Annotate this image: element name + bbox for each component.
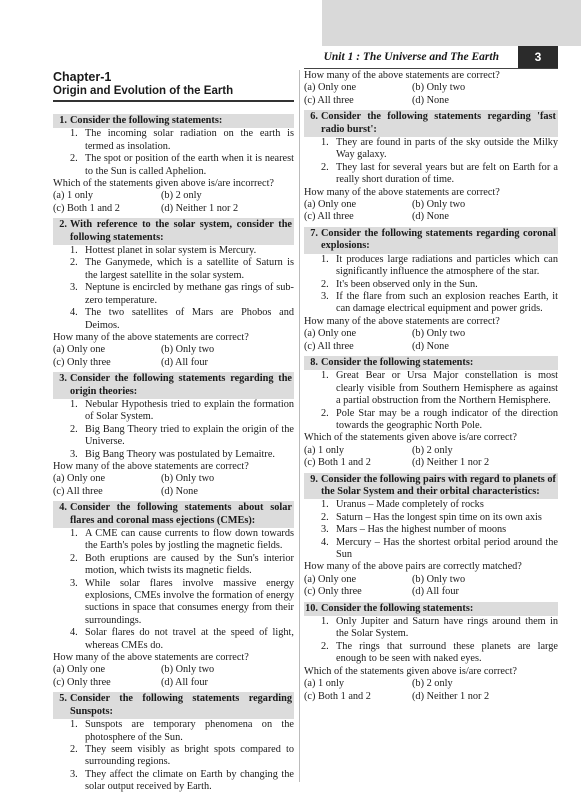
question-number: 8. <box>310 356 318 368</box>
statement-text: They seem visibly as bright spots compared to surrounding regions. <box>85 743 294 768</box>
statement-number: 1. <box>70 128 78 140</box>
option: (a) 1 only <box>53 190 94 202</box>
statement-number: 3. <box>70 577 78 589</box>
statement-text: Pole Star may be a rough indicator of the direction towards the geographic North Pole. <box>336 407 558 431</box>
option: (a) 1 only <box>304 678 345 690</box>
statement-item <box>321 370 558 407</box>
statement-text: Only Jupiter and Saturn have rings around them in the Solar System. <box>336 616 558 640</box>
question-text: Consider the following statements regarding 'fast radio burst': <box>321 111 556 135</box>
question-number: 10. <box>305 602 318 614</box>
option: (d) None <box>412 94 449 106</box>
statement-item <box>70 553 294 578</box>
statement-number: 1. <box>321 137 329 149</box>
question-number: 6. <box>310 111 318 123</box>
option: (b) 2 only <box>161 190 202 202</box>
statement-number: 3. <box>70 768 78 780</box>
statement-item <box>321 279 558 291</box>
statement-number: 2. <box>70 153 78 165</box>
question-prompt: Which of the statements given above is/are incorrect? <box>53 178 275 190</box>
statement-text: Solar flares do not travel at the speed of light, whereas CMEs do. <box>85 627 294 651</box>
option: (b) Only two <box>412 82 466 94</box>
statement-item <box>321 162 558 187</box>
statement-text: The spot or position of the earth when it is nearest to the Sun is called Aphelion. <box>85 153 294 177</box>
option: (c) Both 1 and 2 <box>53 202 120 214</box>
option: (a) Only one <box>53 344 106 356</box>
question-heading <box>53 218 294 245</box>
question-block <box>304 227 558 353</box>
option: (d) Neither 1 nor 2 <box>412 690 490 702</box>
right-column <box>304 70 558 706</box>
question-block <box>304 356 558 470</box>
question-heading <box>304 473 558 500</box>
column-divider <box>299 70 300 782</box>
question-heading <box>304 602 558 616</box>
question-text: Consider the following statements regarding the origin theories: <box>70 373 292 397</box>
option: (b) Only two <box>412 199 466 211</box>
question-number: 1. <box>59 115 67 126</box>
statement-number: 1. <box>321 616 329 628</box>
statement-text: Sunspots are temporary phenomena on the photosphere of the Sun. <box>85 719 294 743</box>
option: (d) All four <box>161 356 208 368</box>
question-heading <box>304 356 558 370</box>
statement-item <box>70 449 294 461</box>
question-block <box>53 372 294 498</box>
statement-item <box>321 291 558 316</box>
answer-options <box>53 190 294 215</box>
statement-text: They last for several years but are felt on Earth for a really short duration of time. <box>336 161 558 186</box>
statement-number: 2. <box>70 743 78 755</box>
statement-number: 2. <box>321 161 329 173</box>
statement-item <box>321 408 558 433</box>
statement-number: 2. <box>70 257 78 269</box>
continued-question <box>304 70 558 107</box>
statement-text: Neptune is encircled by methane gas rings of sub-zero temperature. <box>85 282 294 306</box>
running-header-title: Unit 1 : The Universe and The Earth <box>323 51 499 63</box>
chapter-label: Chapter-1 <box>53 70 112 84</box>
question-prompt: How many of the above statements are correct? <box>53 460 249 472</box>
statement-item <box>70 282 294 307</box>
option: (c) Only three <box>53 356 111 368</box>
question-prompt: How many of the above statements are correct? <box>53 331 249 343</box>
option: (b) Only two <box>161 473 215 485</box>
statement-item <box>321 537 558 562</box>
chapter-title: Origin and Evolution of the Earth <box>53 85 234 97</box>
question-heading <box>53 692 294 719</box>
answer-options <box>304 199 558 224</box>
statement-text: Big Bang Theory was postulated by Lemaitre. <box>85 448 275 460</box>
answer-options <box>53 344 294 369</box>
statement-item <box>70 153 294 178</box>
question-heading <box>304 110 558 137</box>
header-grey-block <box>322 0 581 46</box>
option: (d) All four <box>412 586 459 598</box>
question-text: Consider the following statements regarding coronal explosions: <box>321 227 556 252</box>
option: (c) All three <box>304 340 354 352</box>
question-block <box>304 473 558 599</box>
statement-item <box>70 399 294 424</box>
statement-item <box>70 769 294 794</box>
option: (d) None <box>161 485 198 497</box>
answer-options <box>304 82 558 107</box>
option: (b) Only two <box>412 573 466 585</box>
statement-item <box>70 128 294 153</box>
statement-number: 1. <box>321 499 329 511</box>
statement-text: Hottest planet in solar system is Mercury. <box>85 245 257 257</box>
statement-text: A CME can cause currents to flow down towards the Earth's poles by jostling the magnetic fields. <box>85 528 294 552</box>
statement-item <box>321 616 558 641</box>
chapter-rule <box>53 100 294 102</box>
question-prompt: How many of the above statements are correct? <box>304 186 500 198</box>
question-heading <box>53 114 294 128</box>
option: (a) 1 only <box>304 444 345 456</box>
header-rule <box>304 68 558 69</box>
statement-number: 4. <box>70 627 78 639</box>
option: (a) Only one <box>53 664 106 676</box>
option: (c) All three <box>53 485 103 497</box>
statement-item <box>70 245 294 257</box>
question-block <box>304 110 558 224</box>
statement-number: 1. <box>321 370 329 382</box>
statement-item <box>321 137 558 162</box>
option: (c) Both 1 and 2 <box>304 457 371 469</box>
question-text: Consider the following statements about solar flares and coronal mass ejections (CMEs): <box>70 502 292 526</box>
option: (b) 2 only <box>412 678 453 690</box>
statement-number: 1. <box>70 398 78 410</box>
statement-item <box>70 424 294 449</box>
question-prompt: Which of the statements given above is/are correct? <box>304 665 517 677</box>
question-text: With reference to the solar system, consider the following statements: <box>70 219 292 243</box>
question-heading <box>53 501 294 528</box>
option: (d) None <box>412 340 449 352</box>
answer-options <box>53 664 294 689</box>
statement-number: 1. <box>70 245 78 257</box>
statement-item <box>70 528 294 553</box>
option: (d) Neither 1 nor 2 <box>161 202 239 214</box>
option: (b) Only two <box>161 664 215 676</box>
statement-number: 3. <box>70 448 78 460</box>
statement-number: 4. <box>321 536 329 548</box>
statement-number: 1. <box>321 253 329 265</box>
statement-number: 2. <box>321 278 329 290</box>
statement-number: 2. <box>321 640 329 652</box>
question-block <box>53 218 294 369</box>
question-heading <box>304 227 558 254</box>
statement-text: Mercury – Has the shortest orbital period around the Sun <box>336 536 558 561</box>
option: (b) Only two <box>412 328 466 340</box>
statement-item <box>70 307 294 332</box>
option: (d) None <box>412 211 449 223</box>
option: (d) Neither 1 nor 2 <box>412 457 490 469</box>
page-number: 3 <box>518 46 558 68</box>
statement-number: 4. <box>70 307 78 319</box>
question-block <box>53 114 294 215</box>
statement-number: 1. <box>70 528 78 539</box>
option: (b) Only two <box>161 344 215 356</box>
option: (a) Only one <box>304 82 357 94</box>
question-text: Consider the following statements regarding Sunspots: <box>70 693 292 717</box>
question-prompt: Which of the statements given above is/are correct? <box>304 432 517 444</box>
question-number: 4. <box>59 502 67 514</box>
option: (c) Only three <box>53 676 111 688</box>
statement-number: 2. <box>70 423 78 435</box>
statement-item <box>321 524 558 536</box>
answer-options <box>304 678 558 703</box>
statement-number: 2. <box>70 552 78 564</box>
statement-item <box>321 499 558 511</box>
answer-options <box>304 574 558 599</box>
question-number: 2. <box>59 219 67 231</box>
answer-options <box>53 473 294 498</box>
question-block <box>53 692 294 793</box>
statement-text: Uranus – Made completely of rocks <box>336 499 484 511</box>
option: (b) 2 only <box>412 444 453 456</box>
question-text: Consider the following statements: <box>70 115 223 126</box>
statement-item <box>321 641 558 666</box>
option: (c) Only three <box>304 586 362 598</box>
statement-item <box>321 512 558 524</box>
option: (c) Both 1 and 2 <box>304 690 371 702</box>
question-block <box>304 602 558 703</box>
statement-text: If the flare from such an explosion reaches Earth, it can damage electrical equipment and power grids. <box>336 290 558 315</box>
question-text: Consider the following statements: <box>321 602 474 614</box>
option: (c) All three <box>304 94 354 106</box>
statement-item <box>70 719 294 744</box>
statement-text: The Ganymede, which is a satellite of Saturn is the largest satellite in the solar system. <box>85 257 294 281</box>
statement-text: The two satellites of Mars are Phobos and Deimos. <box>85 307 294 331</box>
statement-item <box>321 254 558 279</box>
statement-text: The incoming solar radiation on the earth is termed as insolation. <box>85 128 294 152</box>
statement-text: They affect the climate on Earth by changing the solar output received by Earth. <box>85 768 294 793</box>
question-prompt: How many of the above statements are correct? <box>53 652 249 664</box>
answer-options <box>304 445 558 470</box>
question-text: Consider the following pairs with regard to planets of the Solar System and their orbital characteristics: <box>321 473 556 497</box>
statement-number: 1. <box>70 719 78 731</box>
statement-item <box>70 744 294 769</box>
statement-text: Saturn – Has the longest spin time on its own axis <box>336 511 542 523</box>
statement-text: Great Bear or Ursa Major constellation is most clearly visible from Southern Hemisphere as against a partial obstruction from the Northern Hemisphere. <box>336 370 558 407</box>
option: (a) Only one <box>304 328 357 340</box>
statement-text: Nebular Hypothesis tried to explain the formation of Solar System. <box>85 398 294 423</box>
statement-text: It produces large radiations and particles which can significantly influence the atmosphere of the star. <box>336 253 558 278</box>
right-question-list <box>304 110 558 703</box>
statement-item <box>70 578 294 628</box>
statement-number: 3. <box>70 282 78 294</box>
statement-number: 2. <box>321 407 329 419</box>
option: (a) Only one <box>53 473 106 485</box>
question-number: 9. <box>310 473 318 485</box>
option: (d) All four <box>161 676 208 688</box>
option: (a) Only one <box>304 199 357 211</box>
left-column <box>53 70 294 797</box>
statement-text: It's been observed only in the Sun. <box>336 278 478 290</box>
question-heading <box>53 372 294 399</box>
question-text: Consider the following statements: <box>321 356 474 368</box>
left-question-list <box>53 114 294 794</box>
statement-text: Both eruptions are caused by the Sun's interior motion, which twists its magnetic fields. <box>85 552 294 577</box>
question-prompt: How many of the above statements are correct? <box>304 70 500 81</box>
question-number: 3. <box>59 373 67 385</box>
statement-text: They are found in parts of the sky outside the Milky Way galaxy. <box>336 137 558 161</box>
option: (c) All three <box>304 211 354 223</box>
statement-number: 2. <box>321 511 329 523</box>
question-number: 5. <box>59 693 67 705</box>
statement-item <box>70 627 294 652</box>
statement-number: 3. <box>321 290 329 302</box>
question-prompt: How many of the above statements are correct? <box>304 315 500 327</box>
question-number: 7. <box>310 227 318 239</box>
statement-number: 3. <box>321 524 329 536</box>
option: (a) Only one <box>304 573 357 585</box>
statement-text: Big Bang Theory tried to explain the origin of the Universe. <box>85 423 294 448</box>
question-block <box>53 501 294 689</box>
statement-text: While solar flares involve massive energy explosions, CMEs involve the formation of energy suctions in space that consumes energy from their surroundings. <box>85 577 294 626</box>
statement-text: Mars – Has the highest number of moons <box>336 524 507 536</box>
answer-options <box>304 328 558 353</box>
statement-text: The rings that surround these planets are large enough to be seen with naked eyes. <box>336 640 558 665</box>
question-prompt: How many of the above pairs are correctly matched? <box>304 561 522 573</box>
statement-item <box>70 257 294 282</box>
